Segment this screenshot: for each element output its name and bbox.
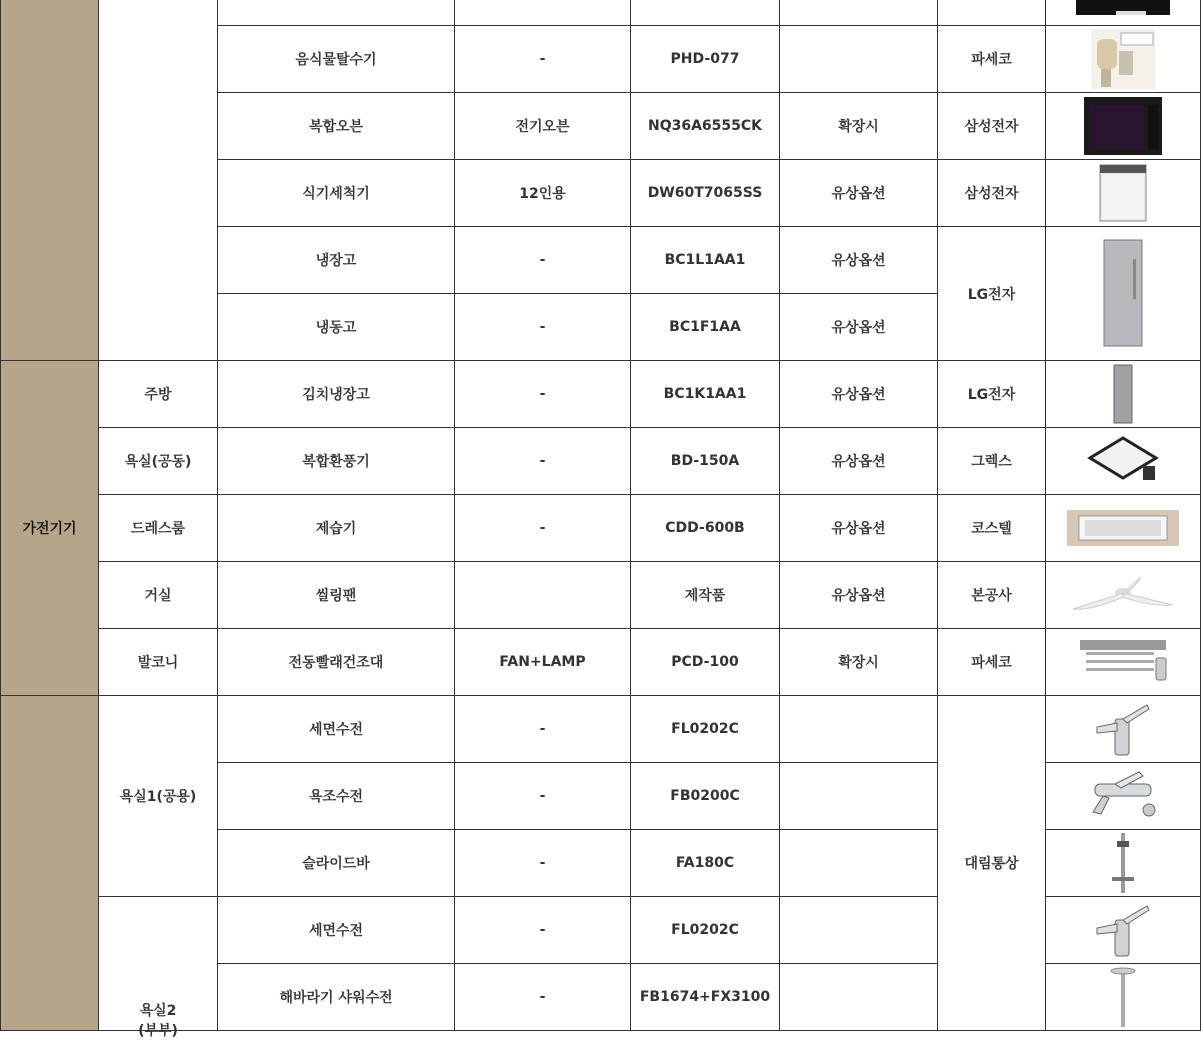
maker-cell: 본공사 bbox=[938, 562, 1046, 629]
product-image-cell bbox=[1046, 160, 1201, 227]
maker-cell: LG전자 bbox=[938, 361, 1046, 428]
ventilator-photo bbox=[1046, 428, 1200, 494]
basin-faucet-photo bbox=[1046, 897, 1200, 963]
table-row bbox=[1, 428, 1201, 495]
item-cell bbox=[218, 0, 455, 26]
product-image-cell bbox=[1046, 964, 1201, 1031]
spec-cell: - bbox=[455, 964, 631, 1031]
maker-cell: 파세코 bbox=[938, 26, 1046, 93]
model-cell: NQ36A6555CK bbox=[631, 93, 780, 160]
note-cell bbox=[780, 964, 938, 1031]
rain-shower-photo bbox=[1046, 964, 1200, 1030]
product-image-cell bbox=[1046, 830, 1201, 897]
model-cell: FA180C bbox=[631, 830, 780, 897]
note-cell bbox=[780, 897, 938, 964]
note-cell: 유상옵션 bbox=[780, 361, 938, 428]
spec-cell: - bbox=[455, 763, 631, 830]
note-cell bbox=[780, 830, 938, 897]
spec-cell: - bbox=[455, 428, 631, 495]
item-cell: 음식물탈수기 bbox=[218, 26, 455, 93]
spec-cell: - bbox=[455, 897, 631, 964]
item-cell: 복합환풍기 bbox=[218, 428, 455, 495]
product-image-cell bbox=[1046, 227, 1201, 361]
note-cell: 유상옵션 bbox=[780, 227, 938, 294]
spec-cell: - bbox=[455, 696, 631, 763]
maker-cell: 대림통상 bbox=[938, 696, 1046, 1031]
spec-cell: - bbox=[455, 495, 631, 562]
note-cell bbox=[780, 696, 938, 763]
note-cell bbox=[780, 26, 938, 93]
model-cell: FB1674+FX3100 bbox=[631, 964, 780, 1031]
product-image-cell bbox=[1046, 897, 1201, 964]
oven-photo bbox=[1046, 93, 1200, 159]
refrigerator-photo bbox=[1046, 227, 1200, 360]
location-cell bbox=[99, 897, 218, 1039]
maker-cell: 삼성전자 bbox=[938, 160, 1046, 227]
maker-cell: 그렉스 bbox=[938, 428, 1046, 495]
product-image-cell bbox=[1046, 428, 1201, 495]
drying-rack-photo bbox=[1046, 629, 1200, 695]
dishwasher-photo bbox=[1046, 160, 1200, 226]
item-cell: 식기세척기 bbox=[218, 160, 455, 227]
item-cell: 복합오븐 bbox=[218, 93, 455, 160]
spec-cell: - bbox=[455, 294, 631, 361]
table-row bbox=[1, 696, 1201, 763]
note-cell bbox=[780, 0, 938, 26]
bath-faucet-photo bbox=[1046, 763, 1200, 829]
item-cell: 세면수전 bbox=[218, 897, 455, 964]
maker-cell: LG전자 bbox=[938, 227, 1046, 361]
item-cell: 해바라기 샤워수전 bbox=[218, 964, 455, 1031]
note-cell: 유상옵션 bbox=[780, 562, 938, 629]
product-image-cell bbox=[1046, 361, 1201, 428]
model-cell: FL0202C bbox=[631, 897, 780, 964]
item-cell: 욕조수전 bbox=[218, 763, 455, 830]
model-cell: FL0202C bbox=[631, 696, 780, 763]
table-row bbox=[1, 562, 1201, 629]
location-line1: 욕실2 bbox=[139, 1003, 177, 1019]
product-image-cell bbox=[1046, 495, 1201, 562]
table-row bbox=[1, 495, 1201, 562]
model-cell: PCD-100 bbox=[631, 629, 780, 696]
note-cell: 유상옵션 bbox=[780, 160, 938, 227]
location-cell: 욕실(공동) bbox=[99, 428, 218, 495]
model-cell: BD-150A bbox=[631, 428, 780, 495]
product-image-cell bbox=[1046, 629, 1201, 696]
category-cell: 가전기기 bbox=[1, 361, 99, 696]
model-cell: PHD-077 bbox=[631, 26, 780, 93]
item-cell: 제습기 bbox=[218, 495, 455, 562]
spec-cell: 전기오븐 bbox=[455, 93, 631, 160]
location-cell: 주방 bbox=[99, 361, 218, 428]
maker-cell: 삼성전자 bbox=[938, 93, 1046, 160]
table-row bbox=[1, 0, 1201, 26]
location-cell: 발코니 bbox=[99, 629, 218, 696]
model-cell: BC1F1AA bbox=[631, 294, 780, 361]
maker-cell: 파세코 bbox=[938, 629, 1046, 696]
note-cell bbox=[780, 763, 938, 830]
model-cell bbox=[631, 0, 780, 26]
product-image-cell bbox=[1046, 562, 1201, 629]
category-cell bbox=[1, 0, 99, 361]
location-cell: 드레스룸 bbox=[99, 495, 218, 562]
model-cell: BC1K1AA1 bbox=[631, 361, 780, 428]
item-cell: 씰링팬 bbox=[218, 562, 455, 629]
item-cell: 냉동고 bbox=[218, 294, 455, 361]
spec-cell: - bbox=[455, 227, 631, 294]
model-cell: CDD-600B bbox=[631, 495, 780, 562]
model-cell: 제작품 bbox=[631, 562, 780, 629]
product-image-cell bbox=[1046, 696, 1201, 763]
product-image-cell bbox=[1046, 93, 1201, 160]
ceiling-fan-photo bbox=[1046, 562, 1200, 628]
cooktop-photo bbox=[1046, 0, 1200, 25]
spec-cell: - bbox=[455, 830, 631, 897]
product-image-cell bbox=[1046, 0, 1201, 26]
model-cell: DW60T7065SS bbox=[631, 160, 780, 227]
slide-bar-photo bbox=[1046, 830, 1200, 896]
food-dehydrator-photo bbox=[1046, 26, 1200, 92]
note-cell: 유상옵션 bbox=[780, 428, 938, 495]
spec-cell: 12인용 bbox=[455, 160, 631, 227]
model-cell: FB0200C bbox=[631, 763, 780, 830]
item-cell: 슬라이드바 bbox=[218, 830, 455, 897]
table-row bbox=[1, 629, 1201, 696]
maker-cell bbox=[938, 0, 1046, 26]
note-cell: 유상옵션 bbox=[780, 495, 938, 562]
spec-cell: - bbox=[455, 361, 631, 428]
dehumidifier-photo bbox=[1046, 495, 1200, 561]
item-cell: 냉장고 bbox=[218, 227, 455, 294]
note-cell: 확장시 bbox=[780, 93, 938, 160]
category-cell bbox=[1, 696, 99, 1031]
spec-cell bbox=[455, 0, 631, 26]
item-cell: 전동빨래건조대 bbox=[218, 629, 455, 696]
item-cell: 김치냉장고 bbox=[218, 361, 455, 428]
location-cell: 거실 bbox=[99, 562, 218, 629]
item-cell: 세면수전 bbox=[218, 696, 455, 763]
spec-cell: FAN+LAMP bbox=[455, 629, 631, 696]
model-cell: BC1L1AA1 bbox=[631, 227, 780, 294]
note-cell: 확장시 bbox=[780, 629, 938, 696]
spec-cell: - bbox=[455, 26, 631, 93]
spec-cell bbox=[455, 562, 631, 629]
kimchi-fridge-photo bbox=[1046, 361, 1200, 427]
location-cell: 욕실1(공용) bbox=[99, 696, 218, 897]
basin-faucet-photo bbox=[1046, 696, 1200, 762]
maker-cell: 코스텔 bbox=[938, 495, 1046, 562]
note-cell: 유상옵션 bbox=[780, 294, 938, 361]
table-row bbox=[1, 361, 1201, 428]
product-image-cell bbox=[1046, 26, 1201, 93]
location-cell bbox=[99, 0, 218, 361]
location-line2: (부부) bbox=[138, 1023, 178, 1039]
product-image-cell bbox=[1046, 763, 1201, 830]
